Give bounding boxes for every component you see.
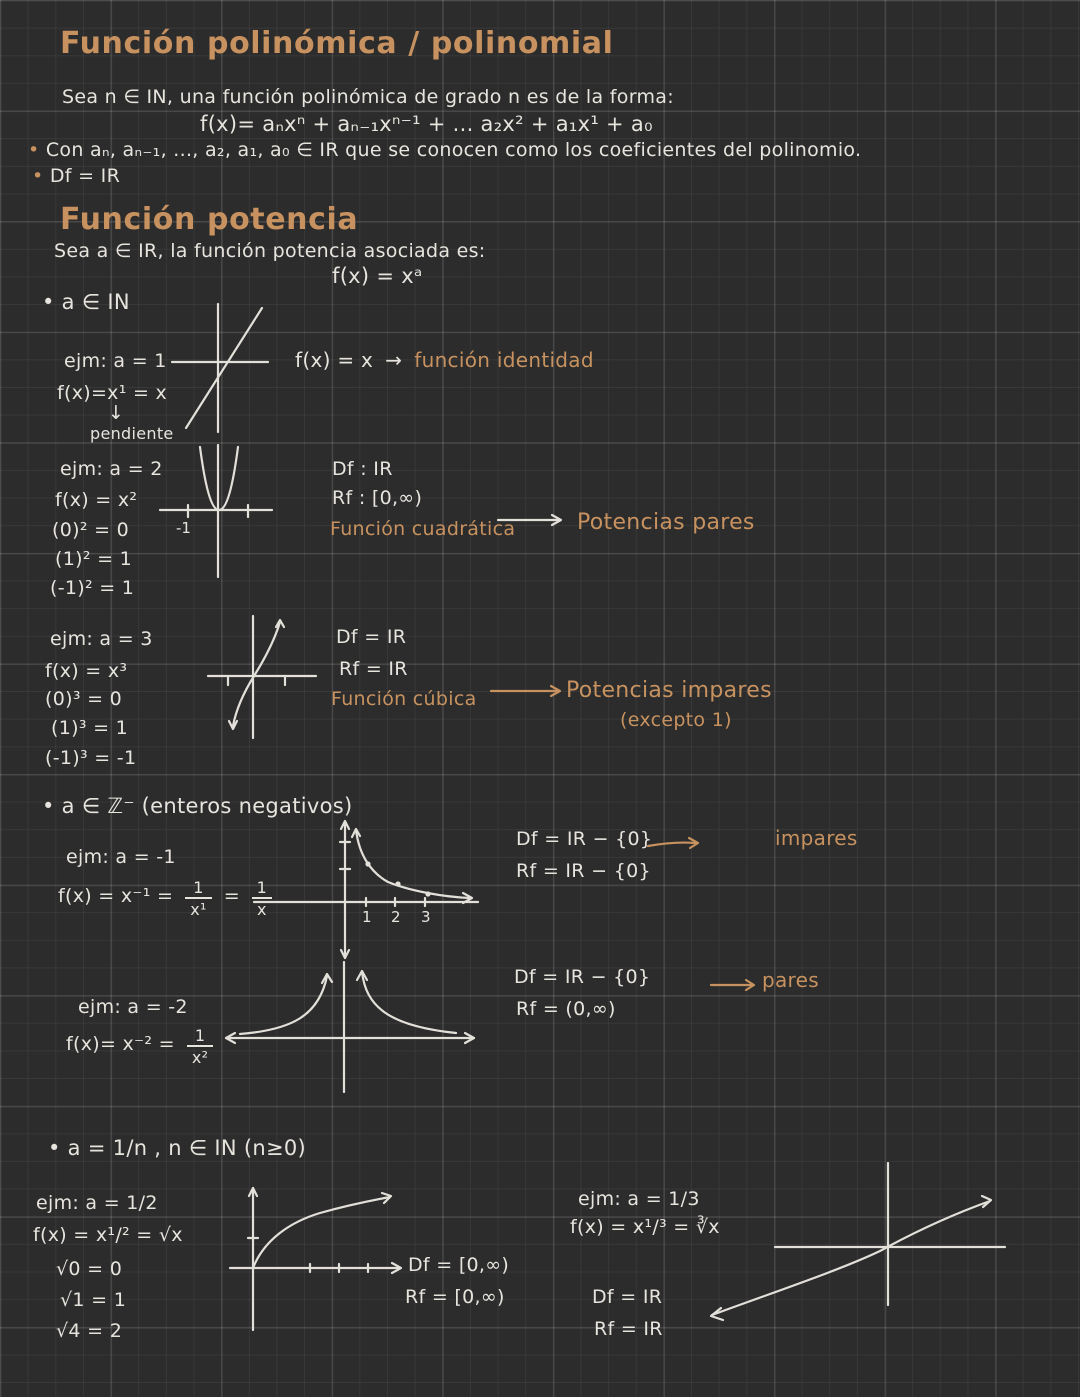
ej4-frac2-den: x bbox=[252, 897, 272, 919]
ej4-domain: Df = IR − {0} bbox=[516, 828, 653, 850]
section-title-potencia: Función potencia bbox=[60, 202, 359, 237]
ej2-value-2: (1)² = 1 bbox=[55, 548, 133, 570]
ej5-range: Rf = (0,∞) bbox=[516, 998, 616, 1020]
ej1-note: pendiente bbox=[90, 424, 174, 443]
ej1-tag: función identidad bbox=[414, 348, 594, 372]
ej1-right-arrow-icon: → bbox=[385, 348, 403, 372]
ej3-fx: f(x) = x³ bbox=[45, 660, 128, 682]
ej5-label: ejm: a = -2 bbox=[78, 996, 188, 1018]
reciprocal-squared-graph bbox=[216, 956, 486, 1096]
arrow-impares-2 bbox=[645, 834, 707, 852]
ej6-value-1: √0 = 0 bbox=[56, 1258, 123, 1280]
ej2-label: ejm: a = 2 bbox=[60, 458, 163, 480]
ej5-frac-den: x² bbox=[187, 1045, 213, 1067]
sqrt-graph bbox=[222, 1182, 417, 1337]
ej6-fx: f(x) = x¹/² = √x bbox=[33, 1224, 183, 1246]
ej4-fraction-1 bbox=[185, 879, 211, 920]
cbrt-graph bbox=[690, 1155, 1020, 1335]
case-negative-integers: • a ∈ ℤ⁻ (enteros negativos) bbox=[42, 794, 353, 819]
ej2-value-3: (-1)² = 1 bbox=[50, 577, 135, 599]
arrow-pares-2 bbox=[708, 976, 766, 992]
ej3-category: Potencias impares bbox=[566, 678, 772, 703]
ej4-range: Rf = IR − {0} bbox=[516, 860, 651, 882]
arrow-impares bbox=[488, 682, 572, 700]
ej2-tag: Función cuadrática bbox=[330, 518, 516, 540]
ej3-value-2: (1)³ = 1 bbox=[51, 717, 129, 739]
case-fractional: • a = 1/n , n ∈ IN (n≥0) bbox=[48, 1136, 306, 1161]
polinomica-intro: Sea n ∈ IN, una función polinómica de grado n es de la forma: bbox=[62, 86, 674, 108]
ej2-fx: f(x) = x² bbox=[55, 489, 138, 511]
ej7-label: ejm: a = 1/3 bbox=[578, 1188, 700, 1210]
ej4-label: ejm: a = -1 bbox=[66, 846, 176, 868]
ej6-domain: Df = [0,∞) bbox=[408, 1254, 510, 1276]
ej2-domain: Df : IR bbox=[332, 458, 393, 480]
ej3-tag: Función cúbica bbox=[331, 688, 477, 710]
cubic-graph bbox=[208, 612, 328, 747]
ej3-category-note: (excepto 1) bbox=[620, 709, 732, 731]
ej3-domain: Df = IR bbox=[336, 626, 407, 648]
ej1-down-arrow-icon: ↓ bbox=[108, 402, 125, 424]
ej3-value-3: (-1)³ = -1 bbox=[45, 747, 137, 769]
ej5-fraction bbox=[187, 1027, 213, 1068]
arrow-pares bbox=[495, 512, 573, 528]
ej6-label: ejm: a = 1/2 bbox=[36, 1192, 158, 1214]
ej5-domain: Df = IR − {0} bbox=[514, 966, 651, 988]
ej4-frac1-num: 1 bbox=[193, 878, 204, 897]
ej4-tick-2: 2 bbox=[391, 908, 401, 926]
reciprocal-graph bbox=[246, 812, 486, 966]
ej4-category: impares bbox=[775, 826, 858, 850]
ej4-fx bbox=[58, 876, 272, 920]
ej7-domain: Df = IR bbox=[592, 1286, 663, 1308]
power-formula: f(x) = xᵃ bbox=[332, 264, 423, 288]
polynomial-formula: f(x)= aₙxⁿ + aₙ₋₁xⁿ⁻¹ + ... a₂x² + a₁x¹ + a₀ bbox=[200, 112, 653, 136]
polinomica-domain: • Df = IR bbox=[32, 165, 120, 188]
ej2-value-1: (0)² = 0 bbox=[52, 519, 130, 541]
ej1-fx2: f(x) = x bbox=[295, 348, 374, 372]
ej2-tick-label: -1 bbox=[176, 519, 191, 537]
ej3-value-1: (0)³ = 0 bbox=[45, 688, 123, 710]
ej1-label: ejm: a = 1 bbox=[64, 350, 167, 372]
potencia-intro: Sea a ∈ IR, la función potencia asociada es: bbox=[54, 240, 486, 262]
ej5-category: pares bbox=[762, 968, 819, 992]
ej3-label: ejm: a = 3 bbox=[50, 628, 153, 650]
ej5-fx-pre: f(x)= x⁻² = bbox=[66, 1032, 175, 1055]
ej4-fx-pre: f(x) = x⁻¹ = bbox=[58, 884, 174, 907]
ej2-category: Potencias pares bbox=[577, 510, 755, 535]
ej5-frac-num: 1 bbox=[194, 1026, 206, 1045]
parabola-graph bbox=[160, 443, 278, 581]
ej5-fx bbox=[66, 1024, 213, 1068]
ej3-range: Rf = IR bbox=[339, 658, 408, 680]
ej1-fx: f(x)=x¹ = x bbox=[57, 382, 168, 404]
ej6-range: Rf = [0,∞) bbox=[405, 1286, 505, 1308]
ej4-frac1-den: x¹ bbox=[185, 897, 211, 919]
ej2-range: Rf : [0,∞) bbox=[332, 487, 423, 509]
ej4-tick-1: 1 bbox=[362, 908, 372, 926]
ej1-annotation bbox=[295, 348, 594, 372]
coefficients-note: • Con aₙ, aₙ₋₁, ..., a₂, a₁, a₀ ∈ IR que se conocen como los coeficientes del polinomio. bbox=[28, 139, 861, 162]
ej4-frac2-num: 1 bbox=[256, 878, 268, 897]
ej7-fx: f(x) = x¹/³ = ∛x bbox=[570, 1216, 720, 1238]
ej4-tick-3: 3 bbox=[421, 908, 431, 926]
case-natural: • a ∈ IN bbox=[42, 290, 130, 315]
ej4-equals: = bbox=[223, 884, 240, 907]
section-title-polinomica: Función polinómica / polinomial bbox=[60, 26, 614, 61]
ej7-range: Rf = IR bbox=[594, 1318, 663, 1340]
ej6-value-2: √1 = 1 bbox=[60, 1289, 127, 1311]
ej6-value-3: √4 = 2 bbox=[56, 1320, 123, 1342]
identity-graph bbox=[170, 300, 280, 440]
